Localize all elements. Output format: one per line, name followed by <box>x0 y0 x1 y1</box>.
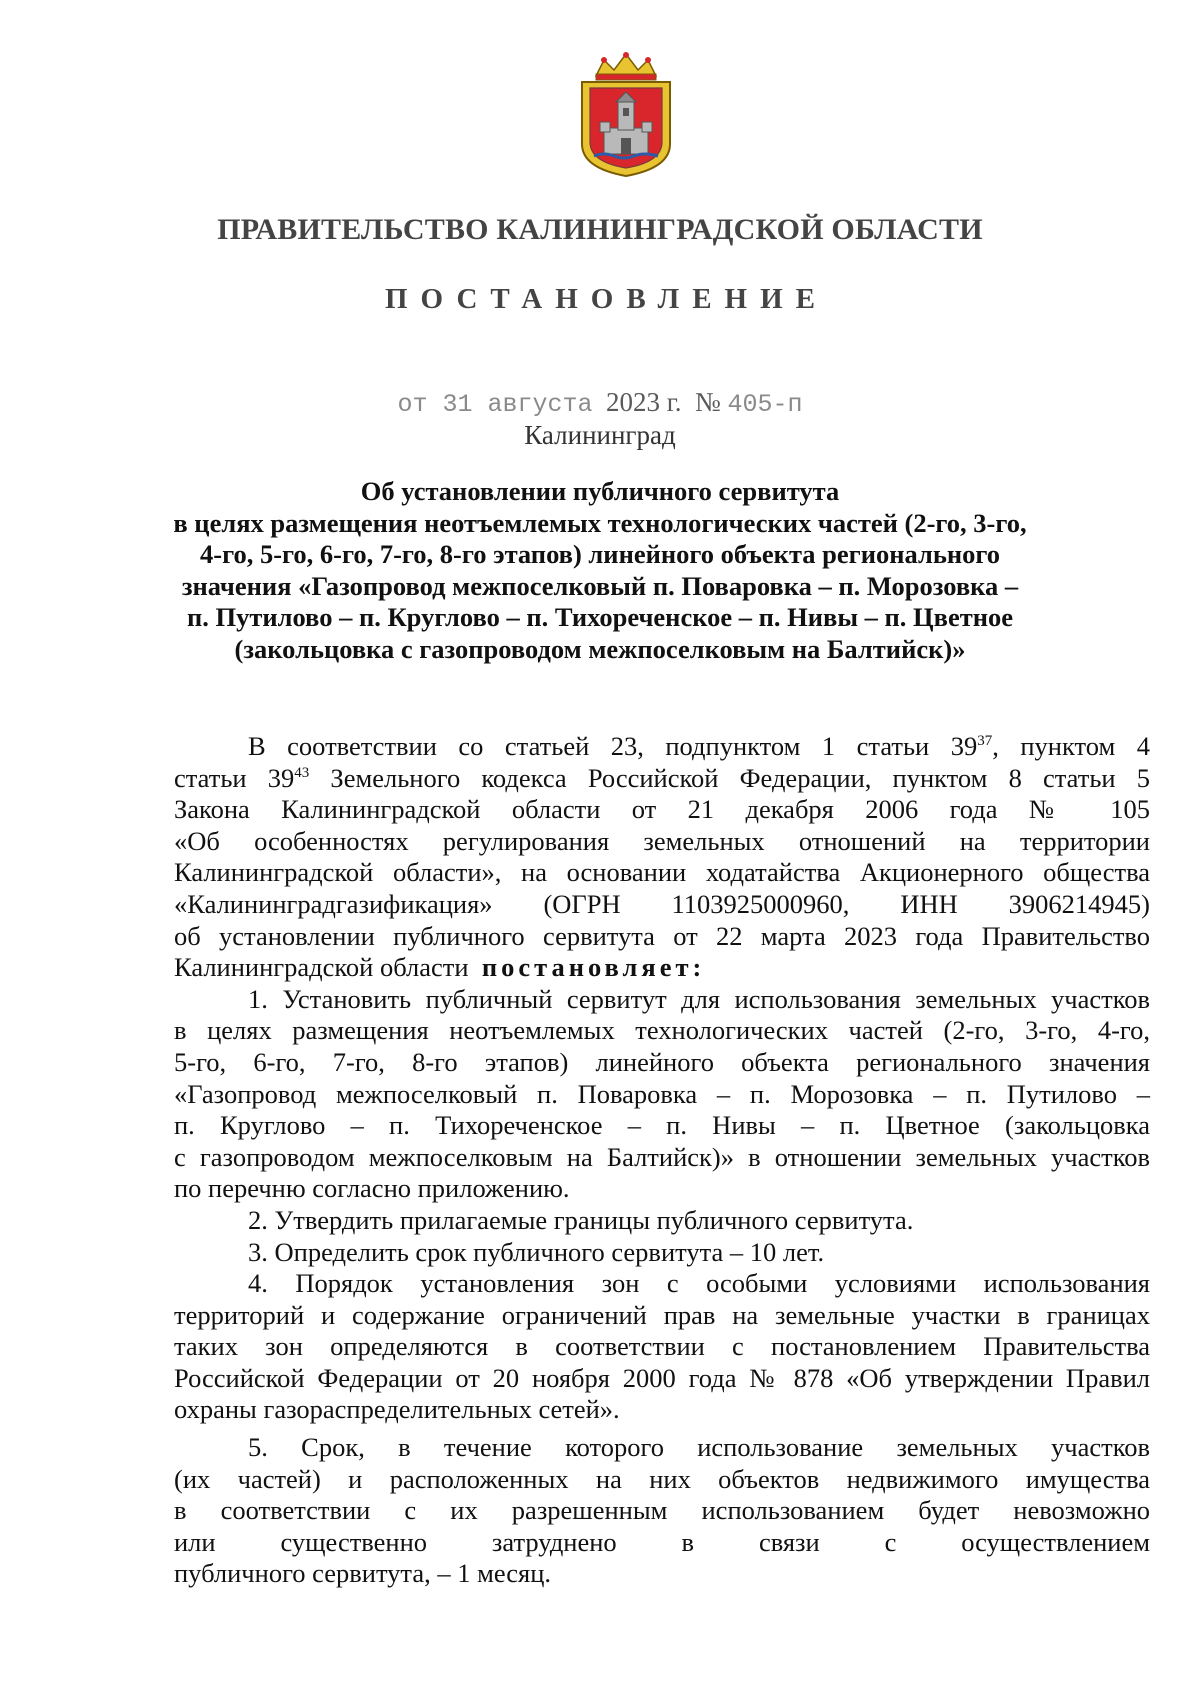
item-line: территорий и содержание ограничений прав на земельные участки в границах <box>174 1299 1150 1330</box>
item-line: охраны газораспределительных сетей». <box>174 1394 620 1425</box>
item-4-paragraph <box>174 1268 1150 1426</box>
subject-line: значения «Газопровод межпоселковый п. Поваровка – п. Морозовка – <box>181 570 1019 601</box>
item-line: в целях размещения неотъемлемых технологических частей (2-го, 3-го, 4-го, <box>174 1015 1150 1046</box>
decree-number: 405-п <box>727 390 803 419</box>
item-line: по перечню согласно приложению. <box>174 1173 570 1204</box>
decree-year: 2023 г. <box>605 387 682 417</box>
preamble-line: Закона Калининградской области от 21 декабря 2006 года № 105 <box>174 794 1150 825</box>
item-line: таких зон определяются в соответствии с постановлением Правительства <box>174 1331 1150 1362</box>
decree-subject-heading <box>150 476 1050 665</box>
item-2-line: 2. Утвердить прилагаемые границы публичного сервитута. <box>248 1204 914 1235</box>
decree-body <box>174 731 1150 1590</box>
document-type-title: ПОСТАНОВЛЕНИЕ <box>384 283 828 315</box>
item-5-paragraph <box>174 1432 1150 1590</box>
item-line: 5. Срок, в течение которого использование земельных участков <box>248 1432 1150 1463</box>
preamble-line: статьи $39^{43}$ Земельного кодекса Российской Федерации, пунктом 8 статьи 5 <box>174 762 1150 793</box>
government-name: ПРАВИТЕЛЬСТВО КАЛИНИНГРАДСКОЙ ОБЛАСТИ <box>217 213 983 246</box>
preamble-line: об установлении публичного сервитута от 22 марта 2023 года Правительство <box>174 920 1150 951</box>
subject-line: в целях размещения неотъемлемых технологических частей (2-го, 3-го, <box>173 507 1027 538</box>
preamble-line: В соответствии со статьей 23, подпунктом 1 статьи $39^{37}$, пунктом 4 <box>248 731 1151 761</box>
subject-line: п. Путилово – п. Круглово – п. Тихореченское – п. Нивы – п. Цветное <box>186 602 1014 632</box>
item-line: 1. Установить публичный сервитут для использования земельных участков <box>248 983 1150 1014</box>
preamble-line: «Об особенностях регулирования земельных отношений на территории <box>174 825 1150 856</box>
item-1-paragraph <box>174 984 1150 1205</box>
item-line: 4. Порядок установления зон с особыми условиями использования <box>248 1268 1150 1299</box>
subject-line: Об установлении публичного сервитута <box>360 476 840 506</box>
preamble-line: «Калининградгазификация» (ОГРН 1103925000960, ИНН 3906214945) <box>174 888 1150 919</box>
decree-date-number <box>0 387 1200 419</box>
decree-city: Калининград <box>524 420 676 450</box>
item-line: с газопроводом межпоселковым на Балтийск)» в отношении земельных участков <box>174 1141 1150 1172</box>
preamble-paragraph <box>174 731 1150 984</box>
number-sign: № <box>695 387 721 417</box>
item-line: «Газопровод межпоселковый п. Поваровка – п. Морозовка – п. Путилово – <box>174 1078 1150 1109</box>
resolves-word: постановляет: <box>481 952 706 983</box>
subject-line: 4-го, 5-го, 6-го, 7-го, 8-го этапов) линейного объекта регионального <box>200 539 1000 569</box>
item-line: 5-го, 6-го, 7-го, 8-го этапов) линейного объекта регионального значения <box>174 1046 1150 1077</box>
item-line: п. Круглово – п. Тихореченское – п. Нивы – п. Цветное (закольцовка <box>174 1110 1150 1141</box>
item-line: (их частей) и расположенных на них объектов недвижимого имущества <box>174 1463 1150 1494</box>
coat-of-arms-emblem <box>574 52 678 178</box>
preamble-line: Калининградской области постановляет: <box>174 952 706 983</box>
preamble-line: Калининградской области», на основании ходатайства Акционерного общества <box>174 857 1150 888</box>
decree-date: от 31 августа <box>397 390 593 419</box>
item-line: публичного сервитута, – 1 месяц. <box>174 1558 552 1589</box>
item-line: Российской Федерации от 20 ноября 2000 года № 878 «Об утверждении Правил <box>174 1362 1150 1393</box>
item-line: в соответствии с их разрешенным использованием будет невозможно <box>174 1495 1150 1526</box>
item-3-line: 3. Определить срок публичного сервитута – 10 лет. <box>248 1236 825 1267</box>
subject-line: (закольцовка с газопроводом межпоселковым на Балтийск)» <box>234 633 966 664</box>
item-line: или существенно затруднено в связи с осуществлением <box>174 1526 1150 1557</box>
